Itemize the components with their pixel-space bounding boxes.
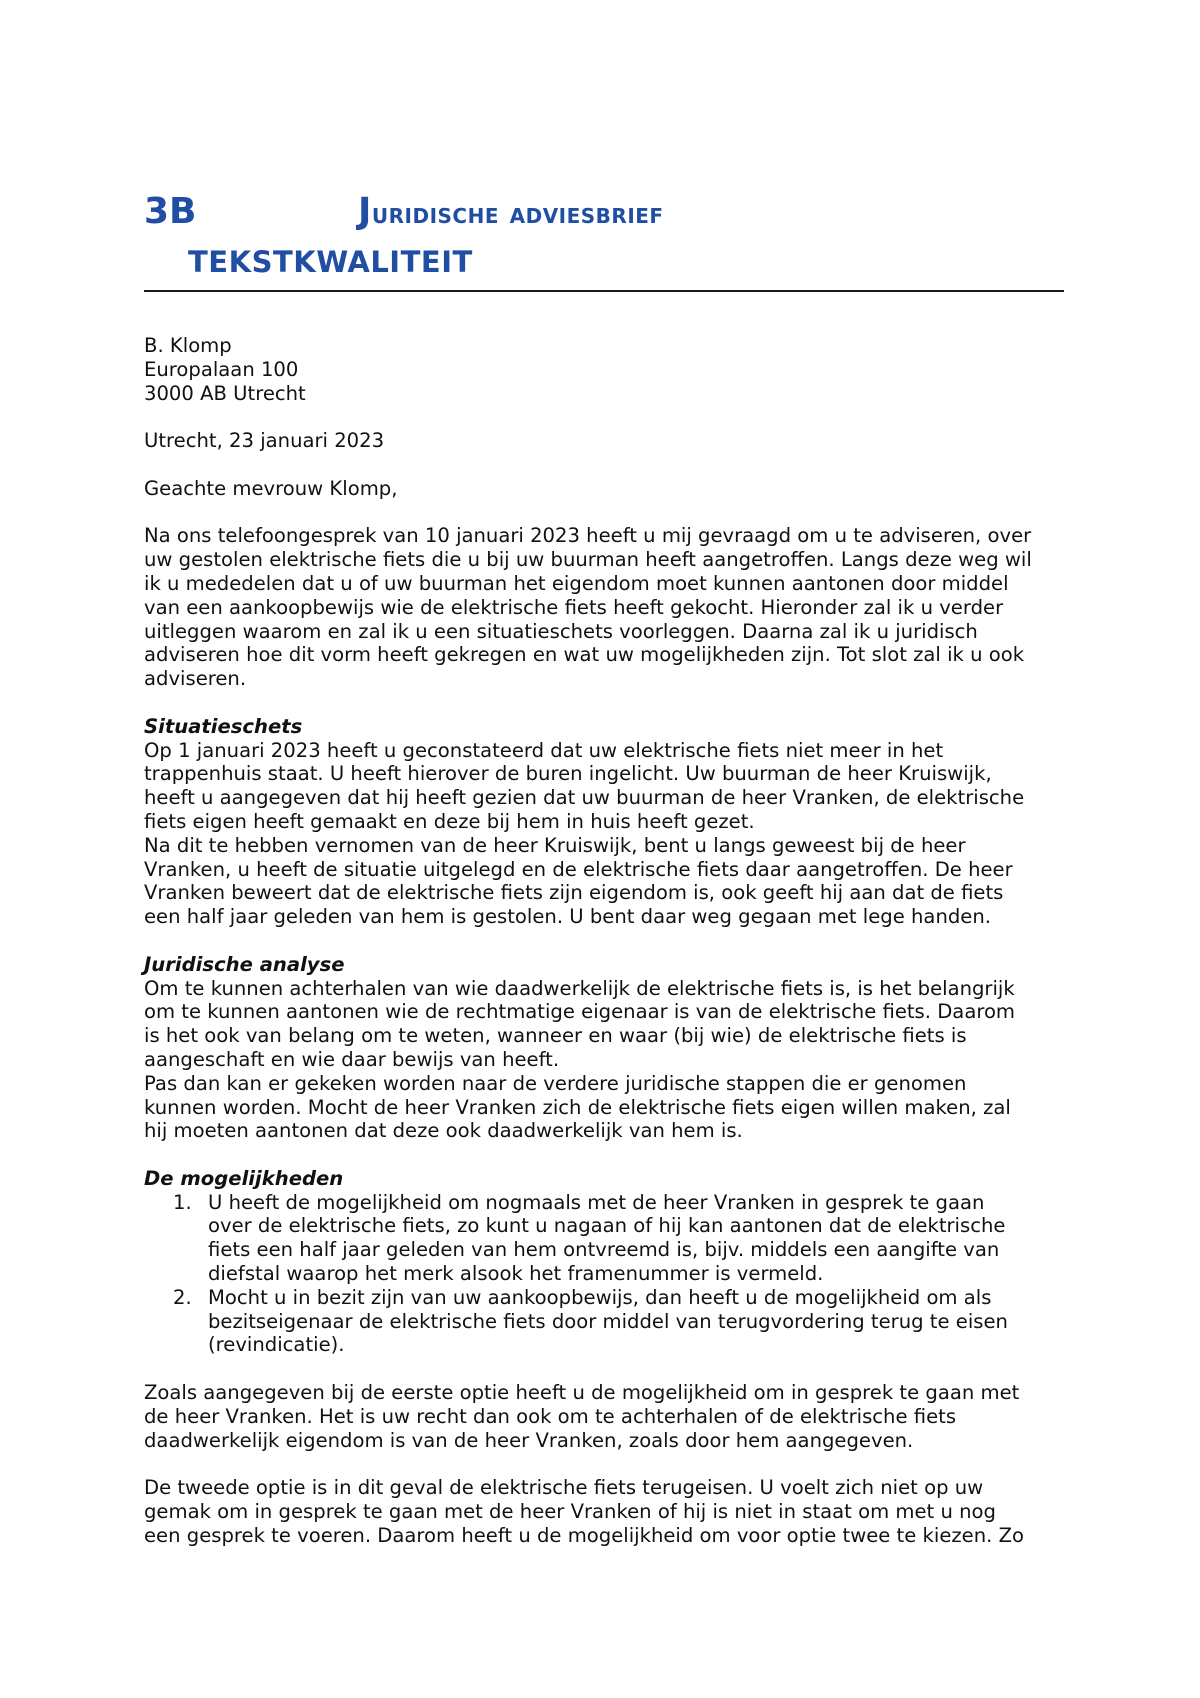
analysis-line: kunnen worden. Mocht de heer Vranken zich de elektrische fiets eigen willen maken, zal bbox=[144, 1095, 1011, 1119]
analysis-line: om te kunnen aantonen wie de rechtmatige eigenaar is van de elektrische fiets. Daarom bbox=[144, 1000, 1016, 1024]
situation-line: heeft u aangegeven dat hij heeft gezien dat uw buurman de heer Vranken, de elektrische bbox=[144, 786, 1025, 810]
intro-line: uw gestolen elektrische fiets die u bij uw buurman heeft aangetroffen. Langs deze weg wil bbox=[144, 548, 1032, 572]
option-two-paragraph bbox=[144, 1476, 1064, 1547]
list-item-line: diefstal waarop het merk alsook het framenummer is vermeld. bbox=[208, 1262, 824, 1286]
paragraph-line: gemak om in gesprek te gaan met de heer Vranken of hij is niet in staat om met u nog bbox=[144, 1500, 996, 1524]
paragraph-line: Zoals aangegeven bij de eerste optie heeft u de mogelijkheid om in gesprek te gaan met bbox=[144, 1381, 1020, 1405]
analysis-line: hij moeten aantonen dat deze ook daadwerkelijk van hem is. bbox=[144, 1119, 743, 1143]
intro-line: adviseren hoe dit vorm heeft gekregen en wat uw mogelijkheden zijn. Tot slot zal ik u ook bbox=[144, 643, 1025, 667]
situation-line: Vranken beweert dat de elektrische fiets zijn eigendom is, ook geeft hij aan dat de fiets bbox=[144, 881, 1004, 905]
salutation: Geachte mevrouw Klomp, bbox=[144, 476, 398, 500]
list-item-line: over de elektrische fiets, zo kunt u nagaan of hij kan aantonen dat de elektrische bbox=[208, 1214, 1006, 1238]
options-heading: De mogelijkheden bbox=[144, 1166, 344, 1190]
date-line: Utrecht, 23 januari 2023 bbox=[144, 429, 385, 453]
letter-body bbox=[144, 334, 1064, 1548]
situation-line: fiets eigen heeft gemaakt en deze bij hem in huis heeft gezet. bbox=[144, 809, 755, 833]
situation-line: trappenhuis staat. U heeft hierover de buren ingelicht. Uw buurman de heer Kruiswijk, bbox=[144, 762, 992, 786]
intro-line: adviseren. bbox=[144, 667, 247, 691]
intro-line: ik u mededelen dat u of uw buurman het eigendom moet kunnen aantonen door middel bbox=[144, 571, 1009, 595]
analysis-line: aangeschaft en wie daar bewijs van heeft. bbox=[144, 1047, 560, 1071]
paragraph-line: daadwerkelijk eigendom is van de heer Vranken, zoals door hem aangegeven. bbox=[144, 1428, 914, 1452]
address-name: B. Klomp bbox=[144, 334, 232, 357]
list-item bbox=[144, 1191, 1064, 1286]
analysis-line: is het ook van belang om te weten, wanneer en waar (bij wie) de elektrische fiets is bbox=[144, 1024, 967, 1048]
situation-line: Na dit te hebben vernomen van de heer Kruiswijk, bent u langs geweest bij de heer bbox=[144, 833, 966, 857]
situation-heading: Situatieschets bbox=[144, 714, 303, 738]
situation-line: Op 1 januari 2023 heeft u geconstateerd dat uw elektrische fiets niet meer in het bbox=[144, 738, 944, 762]
list-item-line: U heeft de mogelijkheid om nogmaals met de heer Vranken in gesprek te gaan bbox=[208, 1190, 985, 1214]
chapter-subtitle: TEKSTKWALITEIT bbox=[188, 245, 473, 279]
option-one-paragraph bbox=[144, 1381, 1064, 1452]
chapter-title-rest: uridische adviesbrief bbox=[371, 196, 664, 230]
analysis-line: Om te kunnen achterhalen van wie daadwerkelijk de elektrische fiets is, is het belangrijk bbox=[144, 976, 1015, 1000]
intro-line: Na ons telefoongesprek van 10 januari 2023 heeft u mij gevraagd om u te adviseren, over bbox=[144, 524, 1032, 548]
list-item-number: 2. bbox=[173, 1285, 192, 1309]
options-section bbox=[144, 1167, 1064, 1357]
analysis-heading: Juridische analyse bbox=[144, 952, 345, 976]
list-item-line: Mocht u in bezit zijn van uw aankoopbewijs, dan heeft u de mogelijkheid om als bbox=[208, 1285, 992, 1309]
title-block bbox=[144, 190, 1064, 292]
address-block bbox=[144, 334, 1064, 405]
situation-line: een half jaar geleden van hem is gestolen. U bent daar weg gegaan met lege handen. bbox=[144, 905, 991, 929]
paragraph-line: De tweede optie is in dit geval de elektrische fiets terugeisen. U voelt zich niet op uw bbox=[144, 1476, 984, 1500]
analysis-section bbox=[144, 953, 1064, 1143]
analysis-line: Pas dan kan er gekeken worden naar de verdere juridische stappen die er genomen bbox=[144, 1071, 967, 1095]
paragraph-line: de heer Vranken. Het is uw recht dan ook om te achterhalen of de elektrische fiets bbox=[144, 1404, 957, 1428]
list-item-line: fiets een half jaar geleden van hem ontvreemd is, bijv. middels een aangifte van bbox=[208, 1238, 1000, 1262]
paragraph-line: een gesprek te voeren. Daarom heeft u de mogelijkheid om voor optie twee te kiezen. Zo bbox=[144, 1523, 1024, 1547]
list-item bbox=[144, 1286, 1064, 1357]
chapter-title-initial: J bbox=[358, 191, 372, 232]
list-item-line: (revindicatie). bbox=[208, 1333, 345, 1357]
intro-line: van een aankoopbewijs wie de elektrische fiets heeft gekocht. Hieronder zal ik u verder bbox=[144, 595, 1004, 619]
address-street: Europalaan 100 bbox=[144, 357, 299, 381]
list-item-line: bezitseigenaar de elektrische fiets door middel van terugvordering terug te eisen bbox=[208, 1309, 1008, 1333]
situation-line: Vranken, u heeft de situatie uitgelegd en de elektrische fiets daar aangetroffen. De heer bbox=[144, 857, 1013, 881]
intro-line: uitleggen waarom en zal ik u een situatieschets voorleggen. Daarna zal ik u juridisch bbox=[144, 619, 978, 643]
options-list bbox=[144, 1191, 1064, 1358]
chapter-title bbox=[358, 190, 664, 235]
list-item-number: 1. bbox=[173, 1190, 192, 1214]
chapter-number: 3B bbox=[144, 191, 197, 232]
situation-section bbox=[144, 715, 1064, 929]
intro-paragraph bbox=[144, 524, 1064, 691]
address-city: 3000 AB Utrecht bbox=[144, 381, 306, 405]
